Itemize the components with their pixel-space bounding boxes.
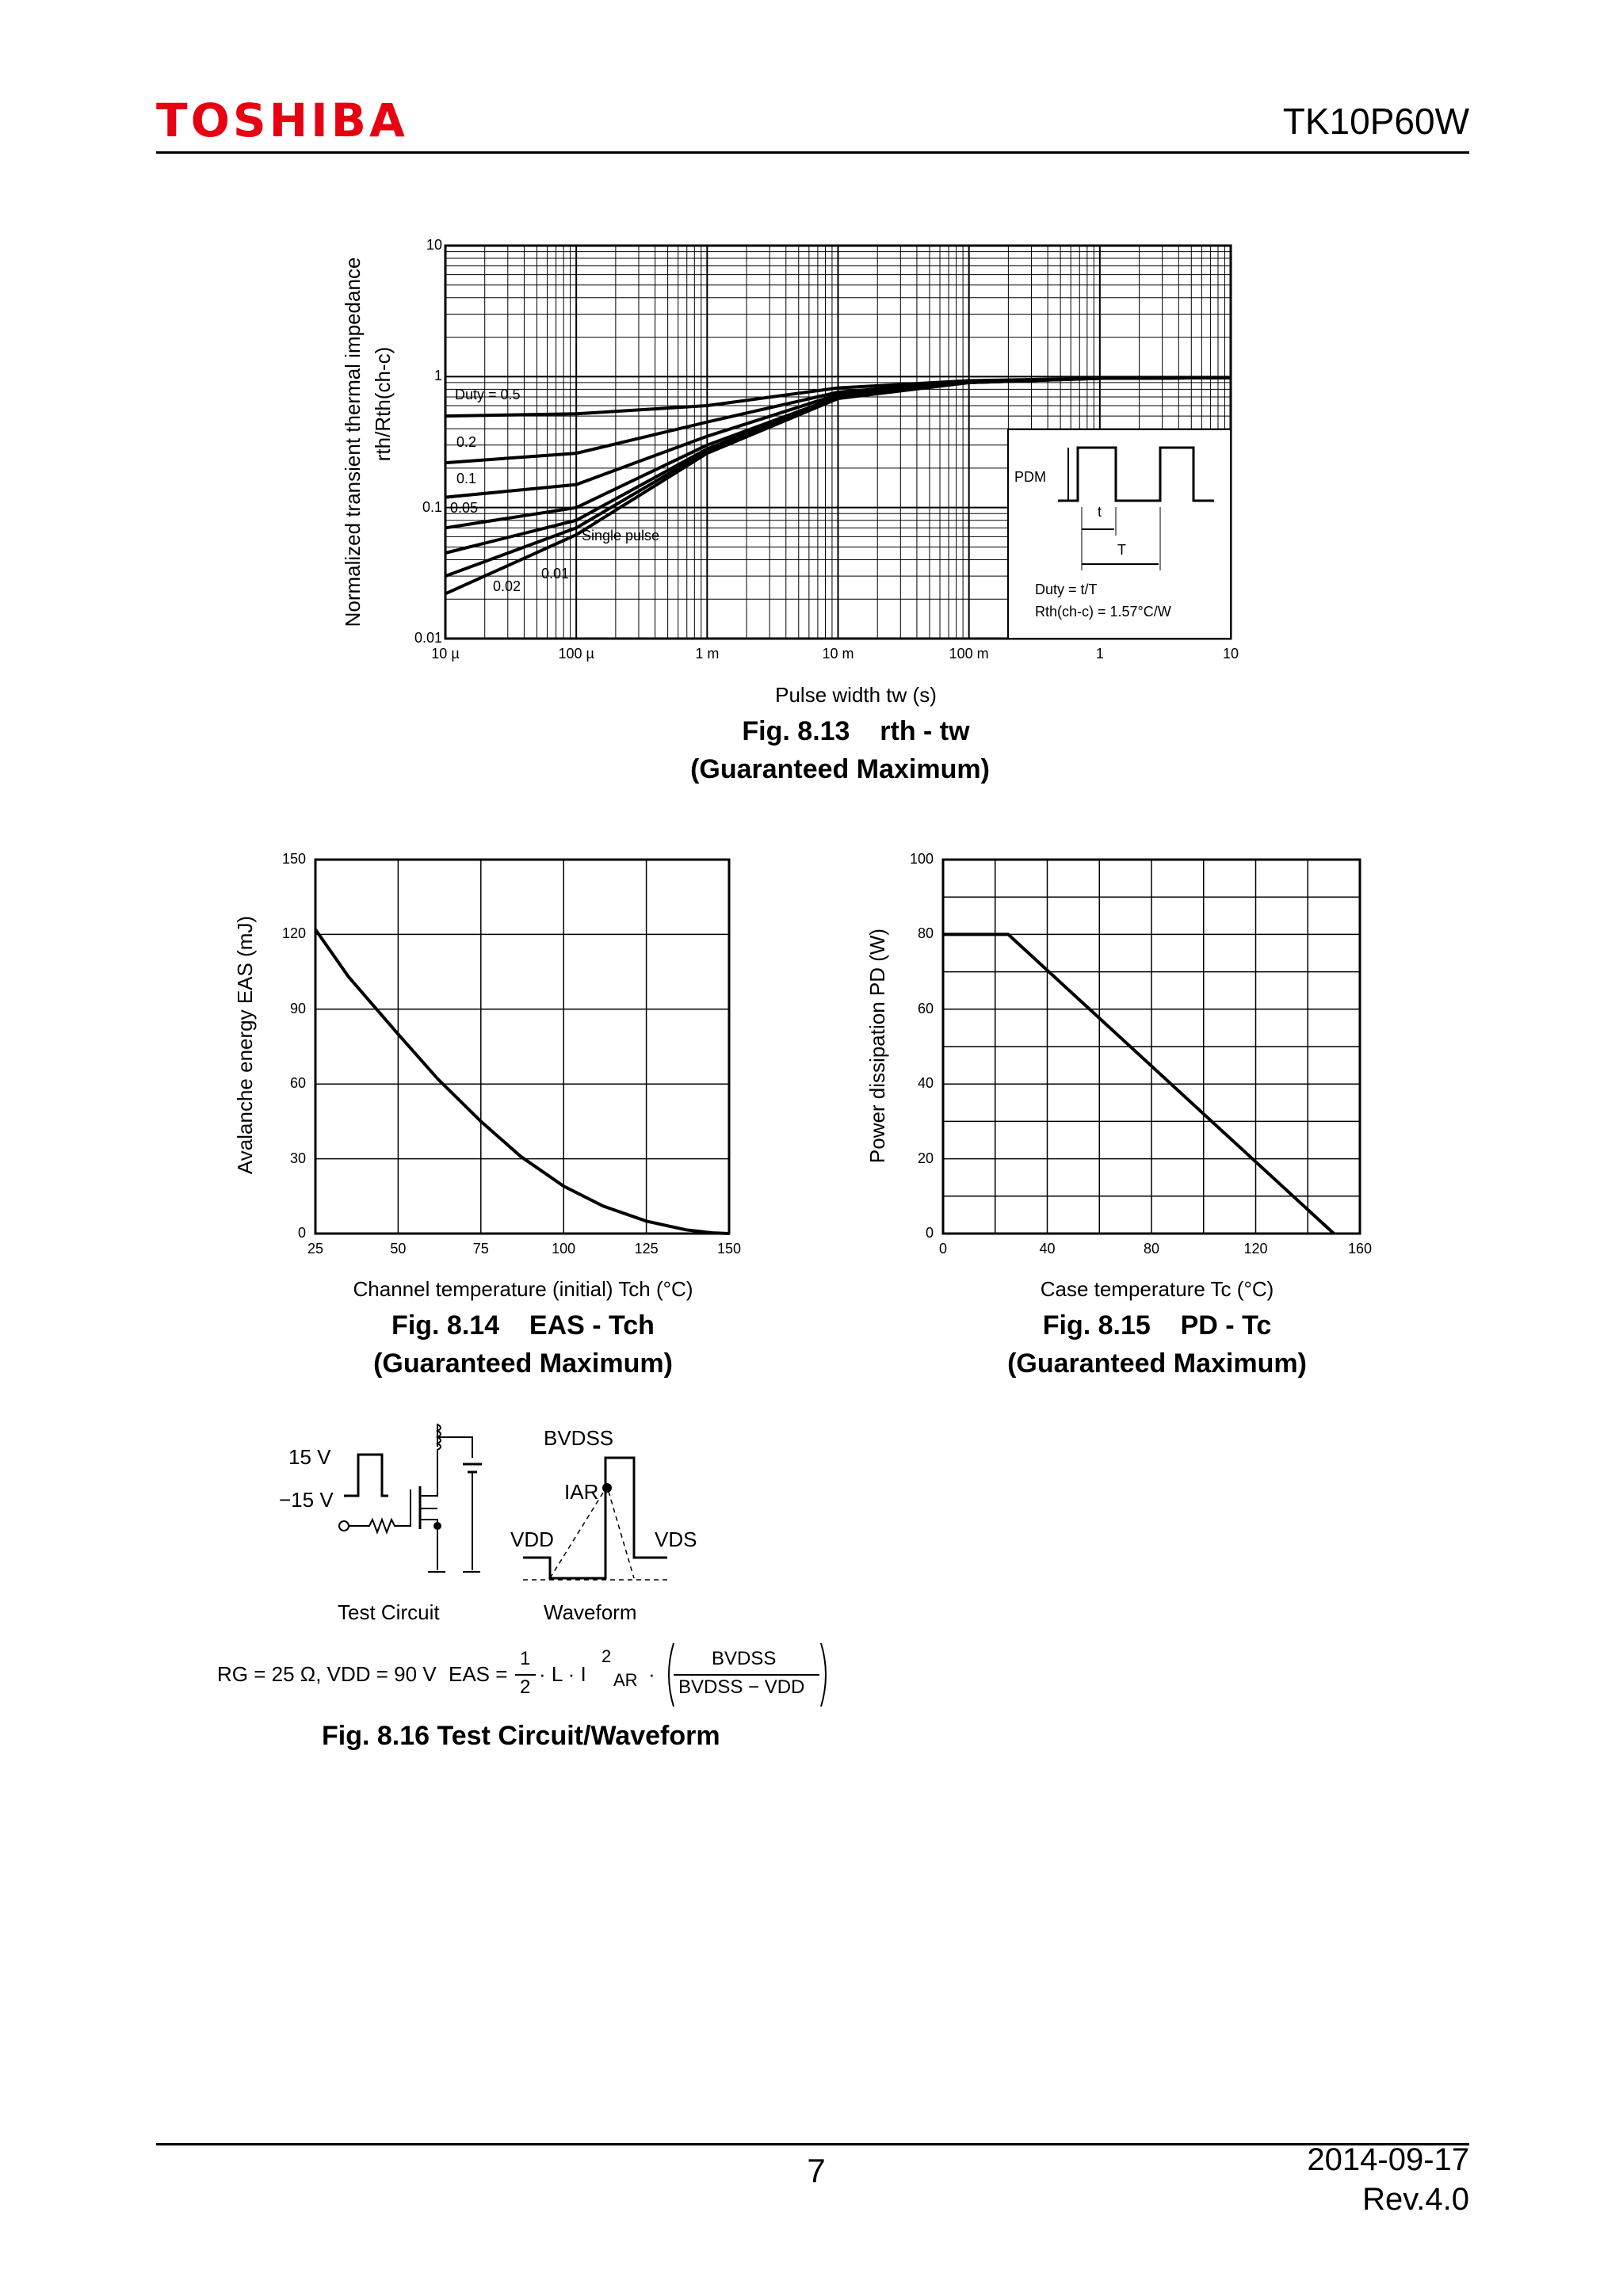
- curve-label-duty05: Duty = 0.5: [455, 387, 521, 402]
- open-paren-icon: [669, 1643, 674, 1707]
- fig813-y-tick: 0.1: [422, 498, 442, 515]
- node-dot-icon: [433, 1522, 441, 1530]
- part-number: TK10P60W: [1282, 101, 1469, 142]
- footer-rule: [156, 2143, 1469, 2145]
- gate-pulse-icon: [344, 1455, 388, 1496]
- fig815-y-tick: 80: [917, 925, 934, 942]
- fig813-xlabel: Pulse width tw (s): [775, 683, 937, 707]
- v-neg-label: −15 V: [279, 1488, 334, 1512]
- fig814-ylabel: Avalanche energy EAS (mJ): [233, 915, 257, 1175]
- fig814-x-tick: 25: [307, 1241, 324, 1257]
- curve-label-single-pulse: Single pulse: [582, 528, 660, 543]
- frac-den: BVDSS − VDD: [678, 1676, 805, 1698]
- fig815-y-tick: 60: [917, 1000, 934, 1016]
- fig813-caption-sub: (Guaranteed Maximum): [690, 754, 990, 784]
- input-terminal-icon: [339, 1521, 349, 1531]
- vds-label: VDS: [655, 1527, 697, 1551]
- fig814-y-tick: 90: [289, 1000, 306, 1016]
- fig813-y-tick: 0.01: [414, 630, 442, 646]
- fig814-y-tick: 0: [297, 1225, 306, 1241]
- fig815-caption-num: Fig. 8.15: [1042, 1310, 1151, 1341]
- fig815-x-tick: 120: [1243, 1241, 1268, 1257]
- fig815-caption-title: PD - Tc: [1180, 1310, 1272, 1341]
- eas-lhs: EAS =: [449, 1662, 508, 1686]
- fig813-caption-num: Fig. 8.13: [742, 716, 850, 746]
- fig814-caption-title: EAS - Tch: [529, 1310, 655, 1341]
- fig814-caption-sub: (Guaranteed Maximum): [373, 1348, 673, 1379]
- fig813-caption-title: rth - tw: [880, 716, 970, 746]
- mosfet-drain-icon: [420, 1458, 437, 1496]
- fig813-x-tick: 10 µ: [431, 646, 460, 662]
- fig813-x-tick: 100 µ: [558, 646, 594, 662]
- fig814-x-tick: 75: [472, 1241, 489, 1257]
- iar-label: IAR: [564, 1480, 599, 1504]
- fig815-y-tick: 0: [925, 1225, 934, 1241]
- curve-label-002: 0.02: [493, 578, 521, 594]
- fig816-caption: Fig. 8.16 Test Circuit/Waveform: [322, 1721, 720, 1751]
- fig814-frame: [315, 860, 729, 1234]
- fig815-y-tick: 100: [909, 851, 934, 867]
- inset-T-period: T: [1117, 542, 1126, 558]
- conditions: RG = 25 Ω, VDD = 90 V: [217, 1662, 437, 1686]
- fig815-x-tick: 160: [1347, 1241, 1373, 1257]
- waveform-label: Waveform: [544, 1600, 637, 1624]
- fig813-x-tick: 10 m: [822, 646, 854, 662]
- curve-label-02: 0.2: [456, 434, 477, 450]
- fig814-y-tick: 150: [281, 851, 306, 867]
- fig813-x-tick: 1: [1095, 646, 1104, 662]
- fig814-caption-num: Fig. 8.14: [391, 1310, 500, 1341]
- fig815-xlabel: Case temperature Tc (°C): [1040, 1277, 1274, 1301]
- fig814-caption: [333, 1310, 713, 1341]
- iar-sup: 2: [601, 1646, 612, 1666]
- curve-label-01: 0.1: [456, 471, 477, 486]
- half-den: 2: [520, 1676, 531, 1698]
- fig813-x-tick: 100 m: [949, 646, 989, 662]
- bvdss-label: BVDSS: [544, 1426, 614, 1450]
- fig815-x-tick: 40: [1039, 1241, 1056, 1257]
- inset-t-small: t: [1098, 504, 1102, 520]
- fig814-x-tick: 50: [390, 1241, 407, 1257]
- vdd-label: VDD: [510, 1527, 554, 1551]
- page-number: 7: [807, 2152, 826, 2189]
- fig815-x-tick: 80: [1143, 1241, 1160, 1257]
- fig814-x-tick: 150: [716, 1241, 742, 1257]
- fig814-y-tick: 60: [289, 1075, 306, 1092]
- iar-sub: AR: [613, 1670, 638, 1690]
- fig813-y-tick: 1: [433, 368, 442, 384]
- vds-waveform: [523, 1458, 667, 1578]
- fig815-caption-sub: (Guaranteed Maximum): [1007, 1348, 1307, 1379]
- dot-mult: ·: [648, 1662, 655, 1686]
- fig815-ylabel: Power dissipation PD (W): [865, 928, 889, 1164]
- close-paren-icon: [821, 1643, 826, 1707]
- fig813-ylabel-line2: rth/Rth(ch-c): [371, 346, 395, 462]
- iar-peak-dot: [602, 1483, 612, 1493]
- inductor-icon: [437, 1425, 472, 1458]
- frac-num: BVDSS: [712, 1648, 777, 1669]
- fig815-y-tick: 20: [917, 1150, 934, 1166]
- fig814-xlabel: Channel temperature (initial) Tch (°C): [353, 1277, 693, 1301]
- curve-label-005: 0.05: [450, 500, 479, 516]
- fig813-ylabel-line1: Normalized transient thermal impedance: [341, 257, 365, 627]
- half-num: 1: [520, 1648, 531, 1669]
- footer-date: 2014-09-17: [1307, 2142, 1469, 2177]
- fig814-x-tick: 100: [552, 1241, 576, 1257]
- brand-logo: TOSHIBA: [156, 93, 408, 147]
- test-circuit-label: Test Circuit: [338, 1600, 440, 1624]
- fig814-series-line: [315, 929, 729, 1234]
- fig814-x-tick: 125: [634, 1241, 659, 1257]
- v-pos-label: 15 V: [288, 1445, 331, 1469]
- fig814-y-tick: 120: [281, 925, 306, 942]
- curve-label-001: 0.01: [541, 566, 570, 582]
- fig814-y-tick: 30: [289, 1150, 306, 1166]
- inset-pdm: PDM: [1014, 469, 1046, 485]
- fig813-caption: [697, 716, 1014, 747]
- gate-resistor-icon: [349, 1502, 411, 1532]
- footer-revision: Rev.4.0: [1362, 2182, 1469, 2217]
- inset-duty: Duty = t/T: [1035, 582, 1098, 597]
- fig815-y-tick: 40: [917, 1075, 934, 1092]
- fig813-x-tick: 10: [1222, 646, 1239, 662]
- fig813-y-tick: 10: [426, 237, 442, 253]
- fig815-caption: [967, 1310, 1347, 1341]
- inset-rth: Rth(ch-c) = 1.57°C/W: [1035, 604, 1171, 620]
- fig813-x-tick: 1 m: [695, 646, 720, 662]
- fig815-x-tick: 0: [938, 1241, 947, 1257]
- l-term: · L · I: [539, 1662, 586, 1686]
